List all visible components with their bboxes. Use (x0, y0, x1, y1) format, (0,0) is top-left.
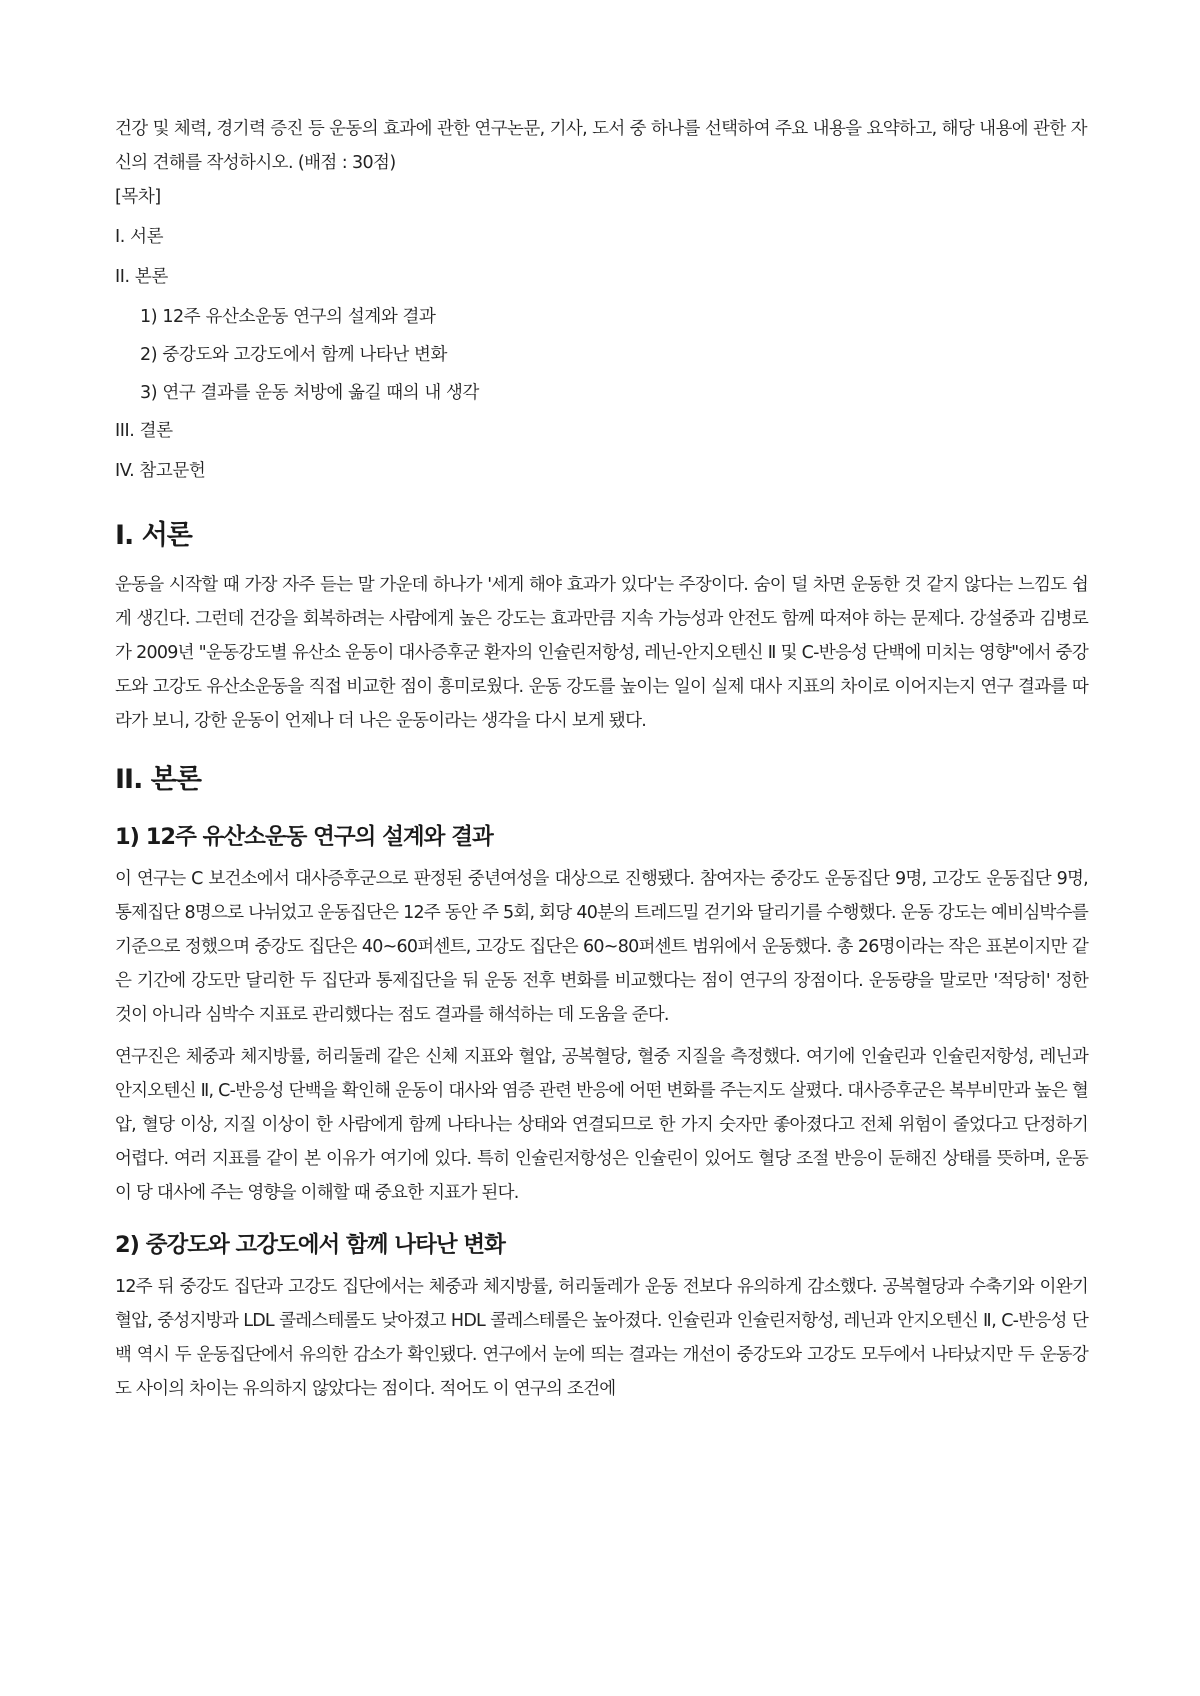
subsection-1-paragraph-2: 연구진은 체중과 체지방률, 허리둘레 같은 신체 지표와 혈압, 공복혈당, 혈중 지질을 측정했다. 여기에 인슐린과 인슐린저항성, 레닌과 안지오텐신 Ⅱ, C-반응성 단백을 확인해 운동이 대사와 염증 관련 반응에 어떤 변화를 주는지도 살폈다. 대사증후군은 복부비만과 높은 혈압, 혈당 이상, 지질 이상이 한 사람에게 함께 나타나는 상태와 연결되므로 한 가지 숫자만 좋아졌다고 전체 위험이 줄었다고 단정하기 어렵다. 여러 지표를 같이 본 이유가 여기에 있다. 특히 인슐린저항성은 인슐린이 있어도 혈당 조절 반응이 둔해진 상태를 뜻하며, 운동이 당 대사에 주는 영향을 이해할 때 중요한 지표가 된다. (115, 1047, 1088, 1203)
toc-item-conclusion: III. 결론 (115, 421, 173, 441)
toc-item-intro: I. 서론 (115, 227, 164, 247)
section-heading-intro: I. 서론 (115, 520, 192, 551)
toc-item-references: IV. 참고문헌 (115, 461, 206, 481)
toc-item-body: II. 본론 (115, 267, 168, 287)
subsection-1-paragraph-1: 이 연구는 C 보건소에서 대사증후군으로 판정된 중년여성을 대상으로 진행됐다. 참여자는 중강도 운동집단 9명, 고강도 운동집단 9명, 통제집단 8명으로 나뉘었고 운동집단은 12주 동안 주 5회, 회당 40분의 트레드밀 걷기와 달리기를 수행했다. 운동 강도는 예비심박수를 기준으로 정했으며 중강도 집단은 40~60퍼센트, 고강도 집단은 60~80퍼센트 범위에서 운동했다. 총 26명이라는 작은 표본이지만 같은 기간에 강도만 달리한 두 집단과 통제집단을 둬 운동 전후 변화를 비교했다는 점이 연구의 장점이다. 운동량을 말로만 '적당히' 정한 것이 아니라 심박수 지표로 관리했다는 점도 결과를 해석하는 데 도움을 준다. (115, 869, 1088, 1025)
section-intro (115, 518, 1088, 738)
toc-item-body-2: 2) 중강도와 고강도에서 함께 나타난 변화 (140, 345, 448, 365)
toc-item-body-3: 3) 연구 결과를 운동 처방에 옮길 때의 내 생각 (140, 383, 480, 403)
toc-item-body-1: 1) 12주 유산소운동 연구의 설계와 결과 (140, 307, 436, 327)
section-heading-body: II. 본론 (115, 764, 201, 795)
section-body (115, 762, 1088, 1406)
assignment-prompt: 건강 및 체력, 경기력 증진 등 운동의 효과에 관한 연구논문, 기사, 도서 중 하나를 선택하여 주요 내용을 요약하고, 해당 내용에 관한 자신의 견해를 작성하시오. (배점 : 30점) (115, 119, 1087, 173)
table-of-contents (115, 186, 1088, 482)
toc-title: [목차] (115, 187, 161, 207)
subsection-heading-1: 1) 12주 유산소운동 연구의 설계와 결과 (115, 824, 493, 850)
subsection-heading-2: 2) 중강도와 고강도에서 함께 나타난 변화 (115, 1232, 505, 1258)
subsection-2-paragraph-1: 12주 뒤 중강도 집단과 고강도 집단에서는 체중과 체지방률, 허리둘레가 운동 전보다 유의하게 감소했다. 공복혈당과 수축기와 이완기 혈압, 중성지방과 LDL 콜레스테롤도 낮아졌고 HDL 콜레스테롤은 높아졌다. 인슐린과 인슐린저항성, 레닌과 안지오텐신 Ⅱ, C-반응성 단백 역시 두 운동집단에서 유의한 감소가 확인됐다. 연구에서 눈에 띄는 결과는 개선이 중강도와 고강도 모두에서 나타났지만 두 운동강도 사이의 차이는 유의하지 않았다는 점이다. 적어도 이 연구의 조건에 (115, 1277, 1088, 1399)
intro-paragraph: 운동을 시작할 때 가장 자주 듣는 말 가운데 하나가 '세게 해야 효과가 있다'는 주장이다. 숨이 덜 차면 운동한 것 같지 않다는 느낌도 쉽게 생긴다. 그런데 건강을 회복하려는 사람에게 높은 강도는 효과만큼 지속 가능성과 안전도 함께 따져야 하는 문제다. 강설중과 김병로가 2009년 "운동강도별 유산소 운동이 대사증후군 환자의 인슐린저항성, 레닌-안지오텐신 Ⅱ 및 C-반응성 단백에 미치는 영향"에서 중강도와 고강도 유산소운동을 직접 비교한 점이 흥미로웠다. 운동 강도를 높이는 일이 실제 대사 지표의 차이로 이어지는지 연구 결과를 따라가 보니, 강한 운동이 언제나 더 나은 운동이라는 생각을 다시 보게 됐다. (115, 575, 1088, 731)
